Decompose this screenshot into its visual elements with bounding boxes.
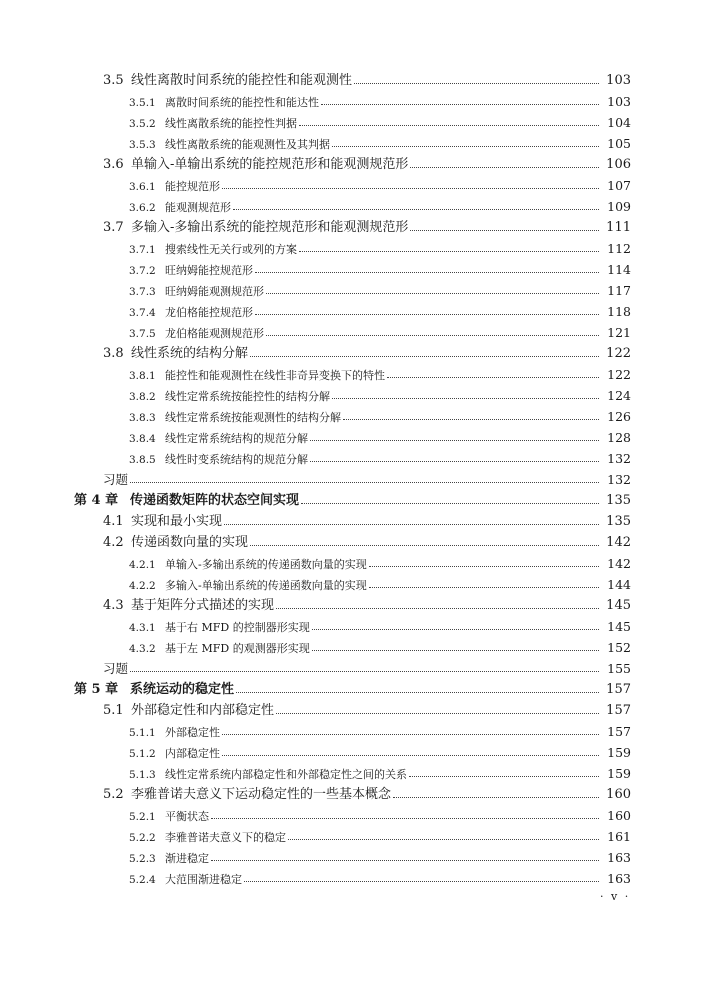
toc-entry-title: 龙伯格能观测规范形 <box>165 323 264 344</box>
dot-leader <box>222 755 599 756</box>
toc-entry[interactable] <box>0 847 706 868</box>
toc-entry-number: 4.2.1 <box>129 555 165 576</box>
toc-entry-page: 124 <box>601 385 631 406</box>
toc-entry-title: 旺纳姆能观测规范形 <box>165 281 264 302</box>
toc-entry[interactable] <box>0 616 706 637</box>
toc-entry-title: 线性时变系统结构的规范分解 <box>165 449 308 470</box>
toc-entry-title: 多输入-多输出系统的能控规范形和能观测规范形 <box>131 217 408 238</box>
dot-leader <box>211 818 599 819</box>
toc-entry-page: 122 <box>601 343 631 364</box>
toc-entry[interactable] <box>0 658 706 679</box>
toc-entry-title: 系统运动的稳定性 <box>130 679 234 700</box>
toc-entry-title: 离散时间系统的能控性和能达性 <box>165 92 319 113</box>
toc-entry-page: 157 <box>601 679 631 700</box>
dot-leader <box>369 587 599 588</box>
toc-entry-title: 基于左 MFD 的观测器形实现 <box>165 638 310 659</box>
toc-entry-page: 112 <box>601 238 631 259</box>
toc-entry[interactable] <box>0 721 706 742</box>
toc-entry-title: 传递函数向量的实现 <box>131 532 248 553</box>
toc-entry[interactable] <box>0 280 706 301</box>
toc-entry-page: 122 <box>601 364 631 385</box>
toc-entry-number: 3.7.4 <box>129 303 165 324</box>
toc-entry-title: 外部稳定性 <box>165 722 220 743</box>
toc-entry-number: 3.7.5 <box>129 324 165 345</box>
toc-entry-page: 135 <box>601 511 631 532</box>
toc-entry-title: 传递函数矩阵的状态空间实现 <box>130 490 299 511</box>
toc-entry[interactable] <box>0 406 706 427</box>
toc-entry-number: 4.2.2 <box>129 576 165 597</box>
toc-entry-page: 109 <box>601 196 631 217</box>
toc-entry-page: 132 <box>601 469 631 490</box>
toc-entry-page: 145 <box>601 616 631 637</box>
dot-leader <box>312 629 599 630</box>
toc-entry-number: 3.7.1 <box>129 240 165 261</box>
dot-leader <box>410 230 599 231</box>
toc-entry-title: 基于右 MFD 的控制器形实现 <box>165 617 310 638</box>
toc-entry[interactable] <box>0 154 706 175</box>
toc-entry-page: 114 <box>601 259 631 280</box>
toc-entry-page: 142 <box>601 532 631 553</box>
toc-entry-title: 线性定常系统结构的规范分解 <box>165 428 308 449</box>
toc-entry[interactable] <box>0 490 706 511</box>
toc-entry-page: 142 <box>601 553 631 574</box>
dot-leader <box>255 272 599 273</box>
dot-leader <box>310 440 599 441</box>
toc-entry[interactable] <box>0 196 706 217</box>
toc-entry-number: 3.5.3 <box>129 135 165 156</box>
toc-entry-number: 5.1.3 <box>129 765 165 786</box>
toc-entry[interactable] <box>0 238 706 259</box>
toc-entry[interactable] <box>0 637 706 658</box>
toc-entry-title: 李雅普诺夫意义下运动稳定性的一些基本概念 <box>131 784 391 805</box>
dot-leader <box>310 461 599 462</box>
page-number: · v · <box>600 890 631 903</box>
dot-leader <box>393 797 599 798</box>
dot-leader <box>369 566 599 567</box>
toc-entry-page: 126 <box>601 406 631 427</box>
toc-entry-page: 163 <box>601 868 631 889</box>
toc-entry-number: 3.5 <box>103 70 131 91</box>
toc-entry-title: 龙伯格能控规范形 <box>165 302 253 323</box>
dot-leader <box>250 545 599 546</box>
toc-entry-title: 线性离散系统的能控性判据 <box>165 113 297 134</box>
toc-entry-page: 160 <box>601 784 631 805</box>
dot-leader <box>312 650 599 651</box>
toc-entry-page: 105 <box>601 133 631 154</box>
dot-leader <box>266 293 599 294</box>
toc-entry-number: 4.2 <box>103 532 131 553</box>
toc-entry-page: 118 <box>601 301 631 322</box>
toc-entry-page: 106 <box>601 154 631 175</box>
toc-entry-page: 103 <box>601 70 631 91</box>
toc-entry[interactable] <box>0 574 706 595</box>
toc-entry-title: 能观测规范形 <box>165 197 231 218</box>
toc-entry-number: 第 5 章 <box>74 679 130 700</box>
toc-entry-number: 第 4 章 <box>74 490 130 511</box>
toc-entry-page: 128 <box>601 427 631 448</box>
toc-entry[interactable] <box>0 763 706 784</box>
dot-leader <box>387 377 599 378</box>
toc-entry-page: 152 <box>601 637 631 658</box>
toc-entry[interactable] <box>0 868 706 889</box>
toc-entry-title: 习题 <box>103 469 128 490</box>
toc-entry-number: 5.2.3 <box>129 849 165 870</box>
toc-entry-number: 3.6.2 <box>129 198 165 219</box>
toc-entry-number: 4.3.2 <box>129 639 165 660</box>
toc-entry-title: 平衡状态 <box>165 806 209 827</box>
dot-leader <box>299 125 599 126</box>
dot-leader <box>332 146 599 147</box>
toc-entry[interactable] <box>0 595 706 616</box>
toc-entry-title: 渐进稳定 <box>165 848 209 869</box>
toc-entry[interactable] <box>0 700 706 721</box>
toc-entry-number: 5.2.4 <box>129 870 165 891</box>
toc-entry[interactable] <box>0 469 706 490</box>
dot-leader <box>332 398 599 399</box>
toc-entry[interactable] <box>0 742 706 763</box>
toc-entry[interactable] <box>0 301 706 322</box>
toc-entry-number: 5.1.2 <box>129 744 165 765</box>
toc-entry-page: 121 <box>601 322 631 343</box>
toc-entry-number: 5.2 <box>103 784 131 805</box>
toc-entry-title: 线性定常系统按能控性的结构分解 <box>165 386 330 407</box>
toc-entry-page: 103 <box>601 91 631 112</box>
toc-entry-title: 搜索线性无关行或列的方案 <box>165 239 297 260</box>
dot-leader <box>250 356 599 357</box>
toc-entry-title: 大范围渐进稳定 <box>165 869 242 890</box>
toc-entry-page: 111 <box>601 217 631 238</box>
toc-entry[interactable] <box>0 112 706 133</box>
toc-entry[interactable] <box>0 427 706 448</box>
toc-entry[interactable] <box>0 553 706 574</box>
dot-leader <box>299 251 599 252</box>
toc-entry-number: 5.1.1 <box>129 723 165 744</box>
toc-entry-page: 155 <box>601 658 631 679</box>
toc-entry-title: 能控性和能观测性在线性非奇异变换下的特性 <box>165 365 385 386</box>
dot-leader <box>211 860 599 861</box>
toc-entry-page: 161 <box>601 826 631 847</box>
dot-leader <box>409 776 599 777</box>
toc-entry[interactable] <box>0 448 706 469</box>
toc-entry[interactable] <box>0 805 706 826</box>
dot-leader <box>354 83 599 84</box>
toc-entry-page: 132 <box>601 448 631 469</box>
toc-entry[interactable] <box>0 826 706 847</box>
toc-entry-number: 5.2.2 <box>129 828 165 849</box>
toc-entry-page: 159 <box>601 742 631 763</box>
dot-leader <box>222 188 599 189</box>
toc-entry[interactable] <box>0 217 706 238</box>
toc-entry-number: 5.1 <box>103 700 131 721</box>
toc-entry-page: 157 <box>601 721 631 742</box>
toc-entry-number: 3.8.5 <box>129 450 165 471</box>
toc-entry-page: 135 <box>601 490 631 511</box>
dot-leader <box>233 209 599 210</box>
toc-entry-title: 习题 <box>103 658 128 679</box>
toc-entry[interactable] <box>0 364 706 385</box>
dot-leader <box>222 734 599 735</box>
dot-leader <box>236 692 599 693</box>
toc-entry-number: 5.2.1 <box>129 807 165 828</box>
toc-entry-title: 基于矩阵分式描述的实现 <box>131 595 274 616</box>
toc-entry-title: 多输入-单输出系统的传递函数向量的实现 <box>165 575 367 596</box>
toc-entry-title: 单输入-多输出系统的传递函数向量的实现 <box>165 554 367 575</box>
toc-entry[interactable] <box>0 385 706 406</box>
toc-entry-title: 李雅普诺夫意义下的稳定 <box>165 827 286 848</box>
toc-entry[interactable] <box>0 343 706 364</box>
toc-entry-number: 3.6 <box>103 154 131 175</box>
toc-entry-title: 内部稳定性 <box>165 743 220 764</box>
toc-entry-page: 159 <box>601 763 631 784</box>
toc-entry[interactable] <box>0 511 706 532</box>
dot-leader <box>130 482 599 483</box>
toc-entry-title: 实现和最小实现 <box>131 511 222 532</box>
toc-entry[interactable] <box>0 91 706 112</box>
dot-leader <box>244 881 599 882</box>
toc-entry-number: 3.5.1 <box>129 93 165 114</box>
dot-leader <box>410 167 599 168</box>
toc-entry-page: 163 <box>601 847 631 868</box>
toc-entry-title: 单输入-单输出系统的能控规范形和能观测规范形 <box>131 154 408 175</box>
toc-entry-number: 4.1 <box>103 511 131 532</box>
toc-entry-title: 旺纳姆能控规范形 <box>165 260 253 281</box>
dot-leader <box>343 419 599 420</box>
dot-leader <box>276 713 599 714</box>
toc-entry[interactable] <box>0 679 706 700</box>
toc-entry[interactable] <box>0 70 706 91</box>
toc-entry-number: 4.3.1 <box>129 618 165 639</box>
toc-entry-title: 线性离散系统的能观测性及其判据 <box>165 134 330 155</box>
toc-entry-page: 144 <box>601 574 631 595</box>
toc-entry-number: 4.3 <box>103 595 131 616</box>
dot-leader <box>224 524 599 525</box>
toc-entry[interactable] <box>0 532 706 553</box>
toc-entry-page: 117 <box>601 280 631 301</box>
toc-entry[interactable] <box>0 322 706 343</box>
toc-entry-page: 104 <box>601 112 631 133</box>
toc-entry-page: 157 <box>601 700 631 721</box>
toc-entry-title: 外部稳定性和内部稳定性 <box>131 700 274 721</box>
toc-entry[interactable] <box>0 175 706 196</box>
dot-leader <box>301 503 599 504</box>
toc-entry-title: 能控规范形 <box>165 176 220 197</box>
toc-entry[interactable] <box>0 133 706 154</box>
toc-entry-title: 线性系统的结构分解 <box>131 343 248 364</box>
toc-entry-page: 160 <box>601 805 631 826</box>
toc-entry-number: 3.8 <box>103 343 131 364</box>
dot-leader <box>266 335 599 336</box>
toc-entry-number: 3.8.4 <box>129 429 165 450</box>
toc-entry-title: 线性定常系统内部稳定性和外部稳定性之间的关系 <box>165 764 407 785</box>
toc-entry-title: 线性定常系统按能观测性的结构分解 <box>165 407 341 428</box>
toc-entry-number: 3.5.2 <box>129 114 165 135</box>
toc-entry[interactable] <box>0 784 706 805</box>
toc-entry-number: 3.7.2 <box>129 261 165 282</box>
dot-leader <box>255 314 599 315</box>
toc-entry-number: 3.7.3 <box>129 282 165 303</box>
dot-leader <box>288 839 599 840</box>
toc-entry-number: 3.6.1 <box>129 177 165 198</box>
toc-entry-page: 107 <box>601 175 631 196</box>
toc-entry-page: 145 <box>601 595 631 616</box>
toc-entry-number: 3.8.3 <box>129 408 165 429</box>
toc-entry[interactable] <box>0 259 706 280</box>
dot-leader <box>276 608 599 609</box>
toc-entry-number: 3.7 <box>103 217 131 238</box>
dot-leader <box>130 671 599 672</box>
toc-entry-title: 线性离散时间系统的能控性和能观测性 <box>131 70 352 91</box>
toc-entry-number: 3.8.1 <box>129 366 165 387</box>
toc-entry-number: 3.8.2 <box>129 387 165 408</box>
table-of-contents <box>0 70 706 889</box>
dot-leader <box>321 104 599 105</box>
